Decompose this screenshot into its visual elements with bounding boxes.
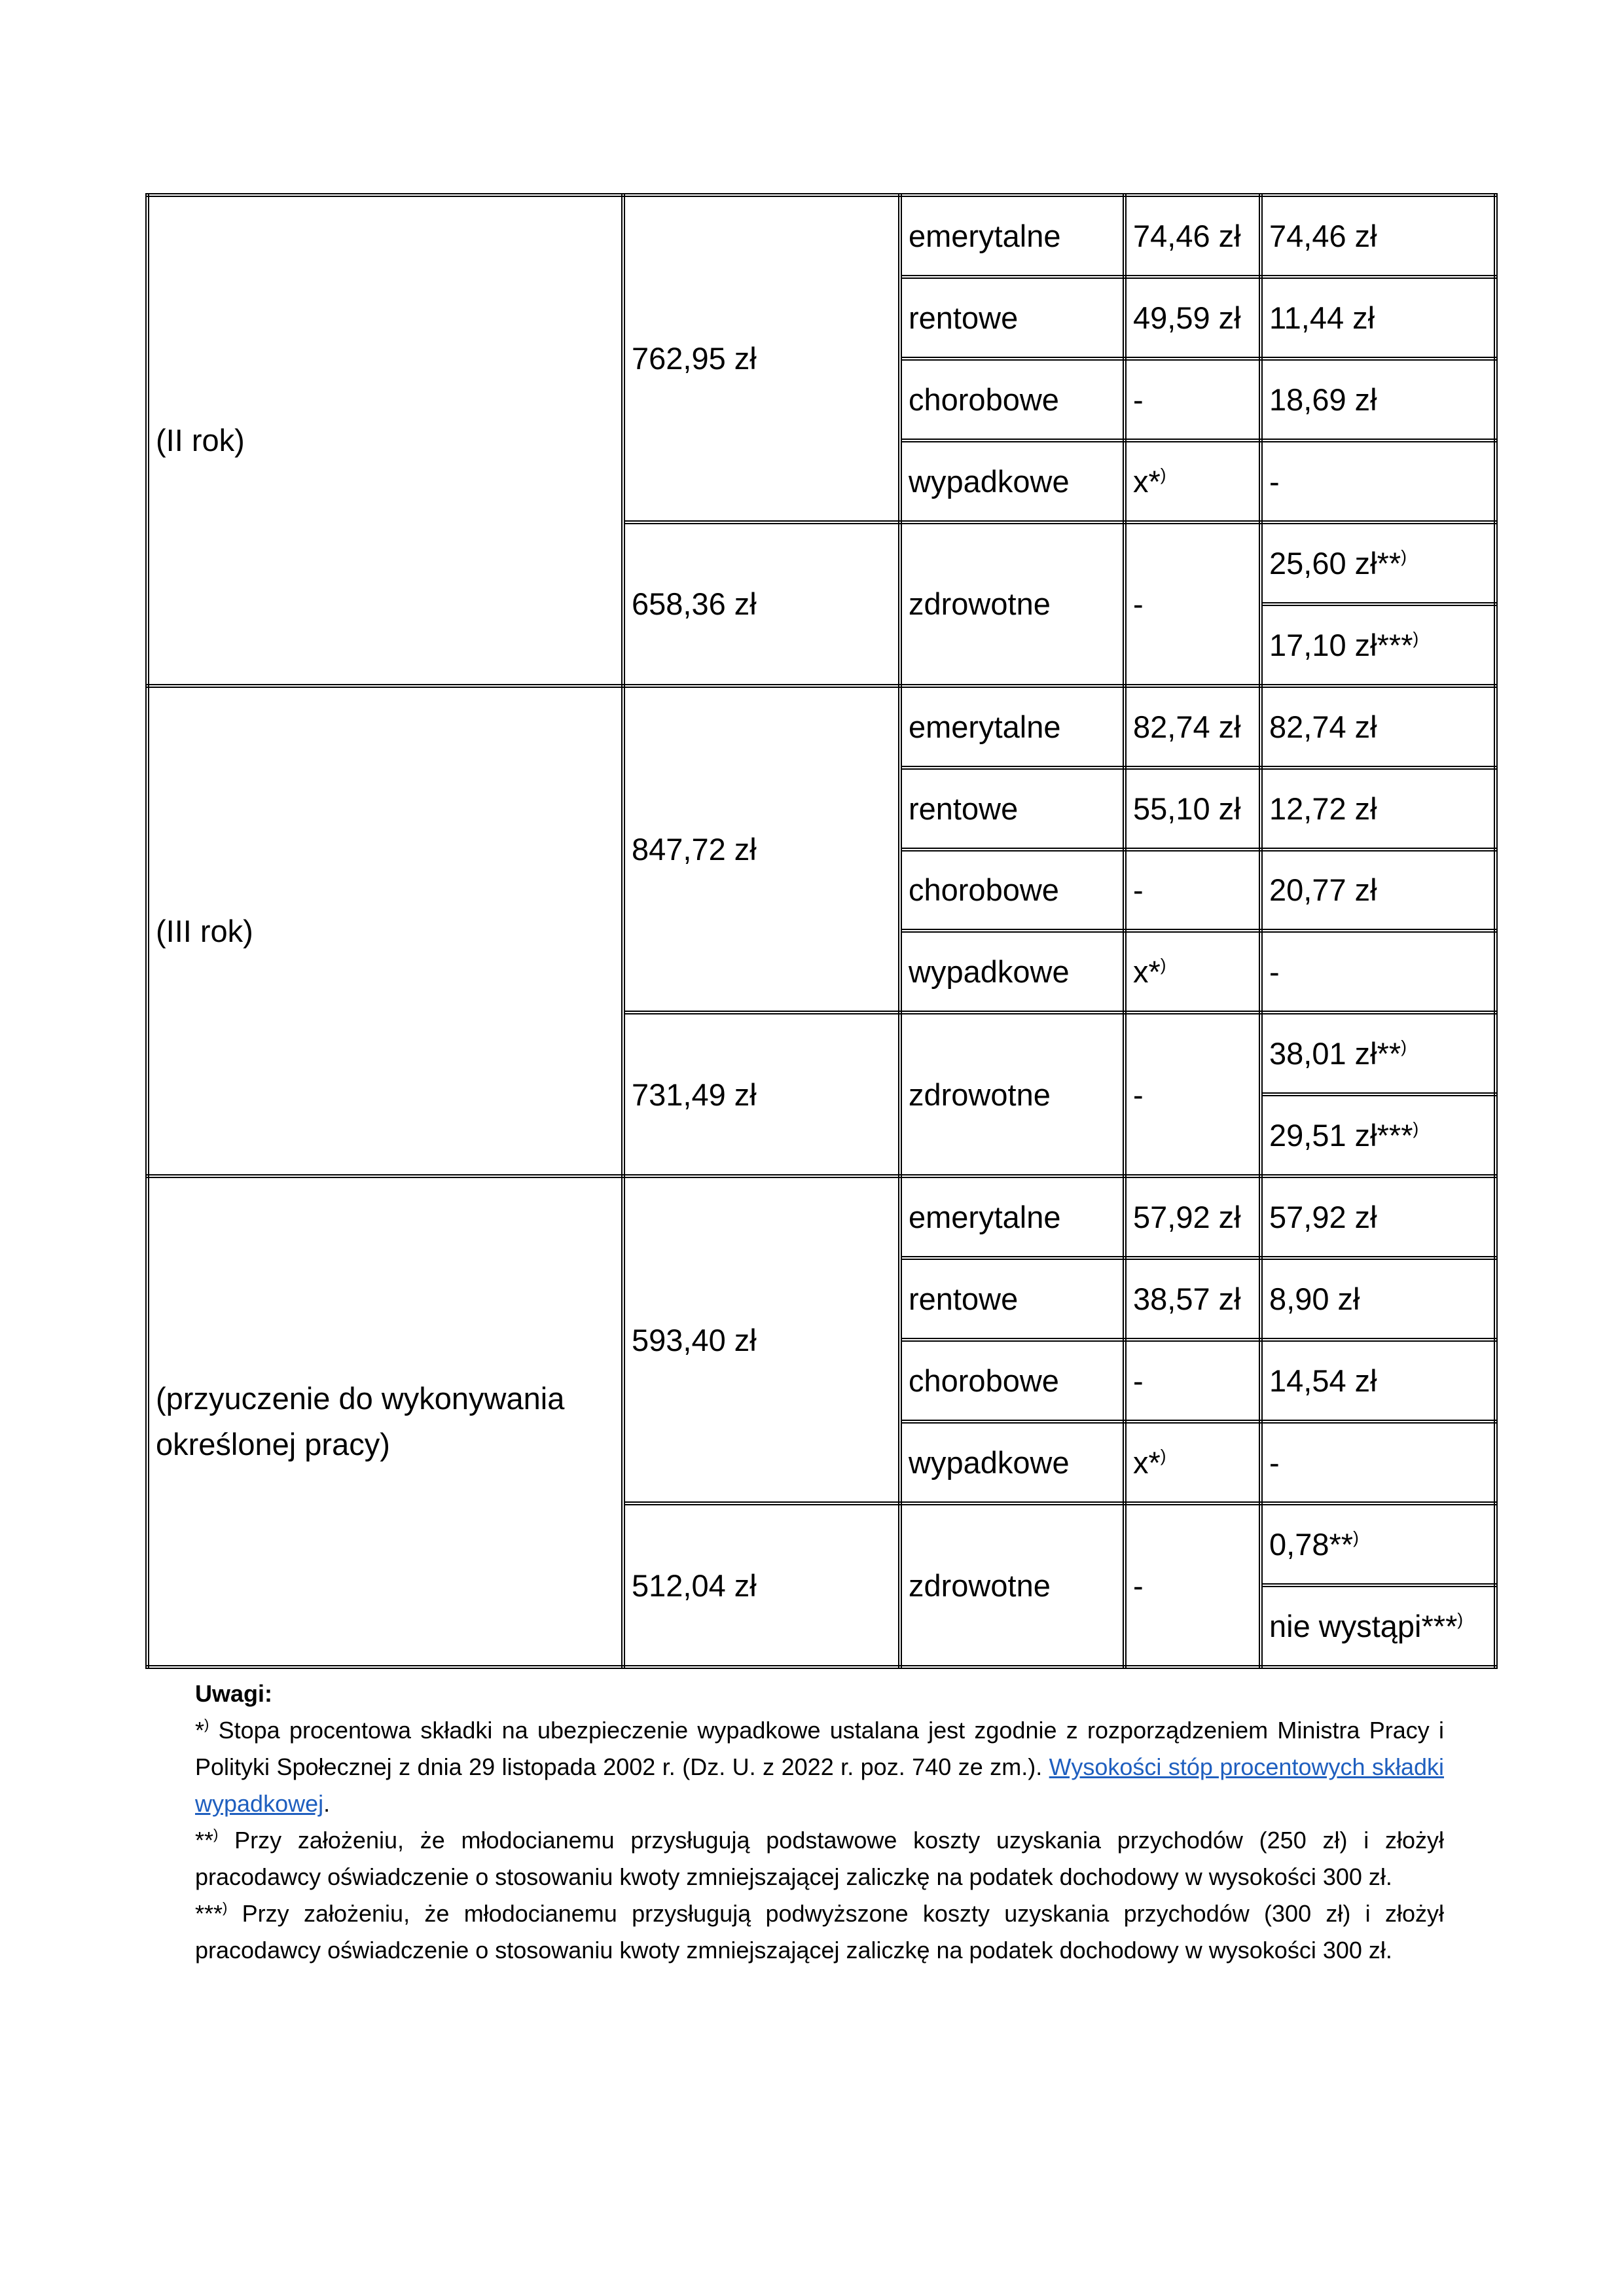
footnote-sup: ) [1160, 1446, 1166, 1466]
contribution-value-b [1261, 604, 1496, 686]
contribution-type: wypadkowe [900, 1422, 1125, 1503]
footnote-sup: ) [1160, 955, 1166, 975]
contribution-type: zdrowotne [900, 522, 1125, 686]
value-text: nie wystąpi*** [1269, 1608, 1458, 1643]
value-text: 25,60 zł** [1269, 545, 1401, 581]
contribution-value-a: 49,59 zł [1125, 277, 1261, 359]
contribution-value-b: 8,90 zł [1261, 1258, 1496, 1340]
contribution-value-a [1125, 440, 1261, 522]
social-base: 762,95 zł [623, 195, 900, 522]
footnote-text: Stopa procentowa składki na ubezpieczenie wypadkowe ustalana jest zgodnie z rozporządzeniem Ministra Pracy i Polityki Społecznej z dnia 29 listopada 2002 r. (Dz. U. z 2022 r. poz. 740 ze zm.). [195, 1717, 1444, 1780]
contribution-value-a: 55,10 zł [1125, 768, 1261, 850]
contribution-value-b [1261, 1503, 1496, 1585]
value-text: 38,01 zł** [1269, 1036, 1401, 1071]
contribution-type: rentowe [900, 768, 1125, 850]
contribution-value-b: 11,44 zł [1261, 277, 1496, 359]
contribution-value-b: 18,69 zł [1261, 359, 1496, 440]
footnote-text: Przy założeniu, że młodocianemu przysługują podwyższone koszty uzyskania przychodów (300 zł) i złożył pracodawcy oświadczenie o stosowaniu kwoty zmniejszającej zaliczkę na podatek dochodowy w wysokości 300 zł. [195, 1900, 1444, 1964]
contribution-type: wypadkowe [900, 931, 1125, 1013]
rates-link[interactable]: Wysokości stóp procentowych składki wypadkowej [195, 1753, 1444, 1817]
footnote-1 [195, 1712, 1444, 1822]
contribution-type: rentowe [900, 1258, 1125, 1340]
footnote-sup: ) [1160, 464, 1166, 484]
group-label-line: określonej pracy) [156, 1427, 390, 1462]
contribution-value-b: 12,72 zł [1261, 768, 1496, 850]
footnote-mark: * [195, 1717, 205, 1744]
group-label [147, 1176, 623, 1667]
social-base: 847,72 zł [623, 686, 900, 1013]
group-label-line: (przyuczenie do wykonywania [156, 1381, 565, 1416]
value-text: x* [1133, 463, 1161, 499]
contribution-value-a [1125, 1422, 1261, 1503]
contribution-value-a: 82,74 zł [1125, 686, 1261, 768]
notes-title: Uwagi: [195, 1680, 273, 1707]
contribution-value-b: 82,74 zł [1261, 686, 1496, 768]
contribution-value-a [1125, 931, 1261, 1013]
footnote-sup: ) [1401, 546, 1407, 566]
footnote-text: Przy założeniu, że młodocianemu przysługują podstawowe koszty uzyskania przychodów (250 zł) i złożył pracodawcy oświadczenie o stosowaniu kwoty zmniejszającej zaliczkę na podatek dochodowy w wysokości 300 zł. [195, 1827, 1444, 1890]
contribution-value-a: - [1125, 359, 1261, 440]
contribution-value-b [1261, 1013, 1496, 1094]
contribution-type: rentowe [900, 277, 1125, 359]
contribution-value-a: - [1125, 1503, 1261, 1667]
health-base: 512,04 zł [623, 1503, 900, 1667]
contribution-value-b: 20,77 zł [1261, 850, 1496, 931]
footnote-sup: ) [1457, 1609, 1464, 1629]
footnote-sup: ) [204, 1716, 209, 1732]
footnote-sup: ) [223, 1899, 228, 1916]
footnote-3 [195, 1895, 1444, 1969]
contribution-value-a: 57,92 zł [1125, 1176, 1261, 1258]
value-text: 29,51 zł*** [1269, 1118, 1413, 1153]
contribution-value-a: 38,57 zł [1125, 1258, 1261, 1340]
contribution-type: zdrowotne [900, 1013, 1125, 1176]
group-label: (III rok) [147, 686, 623, 1177]
footnote-end: . [323, 1790, 331, 1817]
footnote-sup: ) [1353, 1527, 1359, 1547]
contribution-value-b: - [1261, 440, 1496, 522]
contribution-value-a: - [1125, 850, 1261, 931]
footnote-mark: *** [195, 1900, 223, 1927]
contribution-type: zdrowotne [900, 1503, 1125, 1667]
contribution-value-a: - [1125, 522, 1261, 686]
contribution-value-a: 74,46 zł [1125, 195, 1261, 277]
value-text: x* [1133, 1445, 1161, 1480]
contribution-type: emerytalne [900, 686, 1125, 768]
contribution-value-b [1261, 522, 1496, 604]
value-text: x* [1133, 954, 1161, 990]
value-text: 17,10 zł*** [1269, 627, 1413, 662]
contribution-value-b: 57,92 zł [1261, 1176, 1496, 1258]
footnote-sup: ) [1413, 628, 1419, 648]
contribution-value-b [1261, 1094, 1496, 1176]
contribution-type: emerytalne [900, 195, 1125, 277]
contribution-value-b: - [1261, 931, 1496, 1013]
value-text: 0,78** [1269, 1526, 1354, 1562]
group-label: (II rok) [147, 195, 623, 686]
footnote-sup: ) [1413, 1119, 1419, 1139]
contribution-type: chorobowe [900, 850, 1125, 931]
notes-section [195, 1676, 1444, 1969]
contribution-value-a: - [1125, 1013, 1261, 1176]
footnote-2 [195, 1822, 1444, 1895]
social-base: 593,40 zł [623, 1176, 900, 1503]
contribution-type: emerytalne [900, 1176, 1125, 1258]
footnote-sup: ) [1401, 1037, 1407, 1057]
contribution-value-b: - [1261, 1422, 1496, 1503]
health-base: 731,49 zł [623, 1013, 900, 1176]
contribution-type: wypadkowe [900, 440, 1125, 522]
contribution-value-b: 14,54 zł [1261, 1340, 1496, 1422]
contribution-value-a: - [1125, 1340, 1261, 1422]
health-base: 658,36 zł [623, 522, 900, 686]
contribution-type: chorobowe [900, 1340, 1125, 1422]
contribution-value-b [1261, 1585, 1496, 1667]
footnote-sup: ) [213, 1826, 219, 1842]
contribution-value-b: 74,46 zł [1261, 195, 1496, 277]
contributions-table [145, 193, 1498, 1669]
footnote-mark: ** [195, 1827, 214, 1854]
contribution-type: chorobowe [900, 359, 1125, 440]
